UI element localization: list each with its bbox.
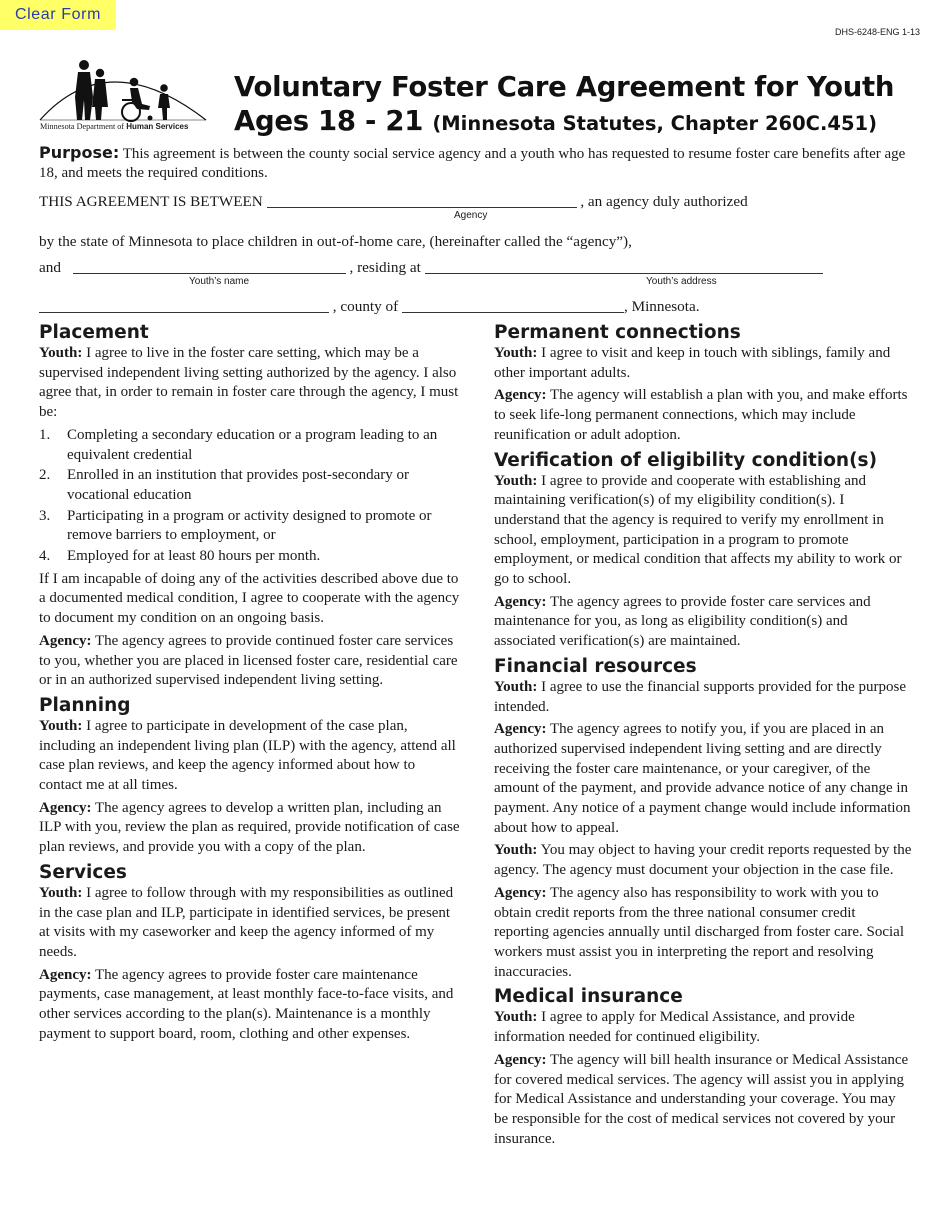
- right-column: [494, 321, 912, 1152]
- youth-name-caption: Youth’s name: [189, 276, 250, 287]
- placement-medical-condition: If I am incapable of doing any of the activities described above due to a documented medical condition, I agree to cooperate with the agency to document my condition on an ongoing basis.: [39, 570, 460, 627]
- permanent-agency: Agency: The agency will establish a plan with you, and make efforts to seek life-long permanent connections, which may include reunification or adult adoption.: [494, 387, 908, 443]
- left-column: [39, 321, 461, 1048]
- financial-youth: Youth: I agree to use the financial supports provided for the purpose intended.: [494, 678, 906, 715]
- form-id: DHS-6248-ENG 1-13: [834, 27, 920, 37]
- placement-heading: Placement: [39, 322, 149, 343]
- verification-agency: Agency: The agency agrees to provide foster care services and maintenance for you, as long as eligibility condition(s) and associated verification(s) are maintained.: [494, 593, 871, 650]
- list-item: 1. Completing a secondary education or a program leading to an equivalent credential: [39, 426, 438, 463]
- youth-address-caption: Youth’s address: [646, 276, 717, 287]
- list-item: 2. Enrolled in an institution that provides post-secondary or vocational education: [39, 467, 410, 503]
- services-agency: Agency: The agency agrees to provide foster care maintenance payments, case management, at least monthly face-to-face visits, and other services according to the plan(s). Maintenance is a monthly payment to support board, room, clothing and other expenses.: [39, 966, 454, 1042]
- financial-heading: Financial resources: [494, 655, 697, 677]
- logo-caption: Minnesota Department of Human Services: [40, 122, 189, 131]
- medical-agency: Agency: The agency will bill health insurance or Medical Assistance for covered medical services. The agency will assist you in applying for Medical Assistance and understanding your coverage. You may be responsible for the cost of medical services not covered by your insurance.: [494, 1051, 909, 1147]
- purpose-statement: [39, 143, 909, 183]
- verification-youth: Youth: I agree to provide and cooperate with establishing and maintaining verification(s) of my eligibility condition(s). I understand that the agency is required to verify my enrollment in school, employment, participation in a program to promote employment, or medical condition that affects my ability to work or go to school.: [494, 472, 902, 588]
- agreement-line-1: THIS AGREEMENT IS BETWEEN , an agency duly authorized: [39, 193, 748, 210]
- agreement-line-2: by the state of Minnesota to place children in out-of-home care, (hereinafter called the “agency”),: [39, 233, 632, 250]
- financial-agency-credit: Agency: The agency also has responsibility to work with you to obtain credit reports from the three national consumer credit reporting agencies annually until discharged from foster care. Social workers must assist you in interpreting the report and resolving inaccuracies.: [494, 884, 904, 980]
- placement-agency: Agency: The agency agrees to provide continued foster care services to you, whether you are placed in licensed foster care, residential care or in an authorized supervised independent living setting.: [39, 632, 458, 689]
- placement-requirements-list: [39, 426, 461, 567]
- purpose-label: Purpose:: [39, 143, 120, 162]
- youth-address-field[interactable]: [425, 259, 823, 274]
- list-item: 3. Participating in a program or activity designed to promote or remove barriers to employment, or: [39, 507, 432, 544]
- services-heading: Services: [39, 861, 127, 883]
- planning-agency: Agency: The agency agrees to develop a written plan, including an ILP with you, review the plan as required, provide notification of case plan reviews, and provide you with a copy of the plan.: [39, 799, 460, 856]
- planning-heading: Planning: [39, 694, 131, 716]
- title-line1: Voluntary Foster Care Agreement for Youth: [234, 71, 895, 103]
- purpose-text: This agreement is between the county social service agency and a youth who has requested to resume foster care benefits after age 18, and meets the required conditions.: [39, 146, 906, 181]
- financial-agency: Agency: The agency agrees to notify you, if you are placed in an authorized supervised independent living setting and are directly receiving the foster care maintenance, or your caregiver, of the amount of the payment, and provide advance notice of any change in payment. Any notice of a payment change would include information about how to appeal.: [494, 721, 911, 836]
- placement-youth: Youth: I agree to live in the foster care setting, which may be a supervised independent living setting authorized by the agency. I also agree that, in order to remain in foster care through the agency, I must be:: [39, 345, 459, 421]
- medical-youth: Youth: I agree to apply for Medical Assistance, and provide information needed for continued eligibility.: [494, 1009, 855, 1046]
- permanent-youth: Youth: I agree to visit and keep in touch with siblings, family and other important adults.: [494, 345, 891, 381]
- clear-form-button[interactable]: Clear Form: [0, 0, 116, 30]
- agency-field[interactable]: [267, 193, 577, 208]
- agreement-line-3: and , residing at: [39, 257, 823, 277]
- county-field[interactable]: [402, 298, 624, 313]
- title-line2: Ages 18 - 21: [234, 105, 424, 137]
- agreement-line-4: , county of , Minnesota.: [39, 296, 700, 316]
- financial-youth-credit: Youth: You may object to having your credit reports requested by the agency. The agency must document your objection in the case file.: [494, 842, 912, 879]
- planning-youth: Youth: I agree to participate in development of the case plan, including an independent living plan (ILP) with the agency, attend all case plan reviews, and keep the agency informed about how to contact me at all times.: [39, 717, 456, 794]
- agency-caption: Agency: [454, 210, 488, 221]
- permanent-connections-heading: Permanent connections: [494, 322, 741, 343]
- services-youth: Youth: I agree to follow through with my responsibilities as outlined in the case plan and ILP, participate in identified services, be present at visits with my caseworker and keep the agency informed of my needs.: [39, 884, 454, 960]
- list-item: 4. Employed for at least 80 hours per month.: [39, 548, 321, 565]
- youth-name-field[interactable]: [73, 259, 346, 274]
- address-line2-field[interactable]: [39, 298, 329, 313]
- verification-heading: Verification of eligibility condition(s): [494, 449, 878, 471]
- medical-heading: Medical insurance: [494, 986, 683, 1008]
- page-title: [234, 70, 894, 141]
- title-statute: (Minnesota Statutes, Chapter 260C.451): [432, 112, 877, 135]
